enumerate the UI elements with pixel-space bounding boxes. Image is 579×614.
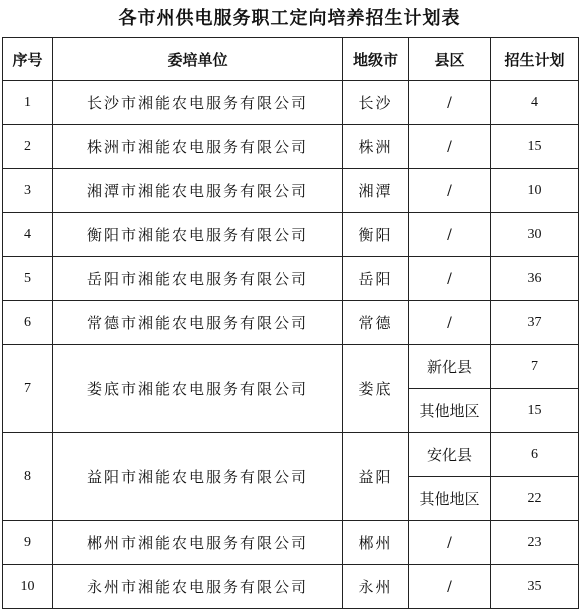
table-row <box>3 521 579 565</box>
row-county: 其他地区 <box>409 477 491 521</box>
row-plan: 23 <box>491 521 579 565</box>
row-county: / <box>409 81 491 125</box>
row-serial: 8 <box>3 433 53 521</box>
document-title: 各市州供电服务职工定向培养招生计划表 <box>118 8 461 29</box>
row-county: / <box>409 565 491 609</box>
table-row <box>3 433 579 477</box>
row-serial: 10 <box>3 565 53 609</box>
row-plan: 6 <box>491 433 579 477</box>
row-unit: 衡阳市湘能农电服务有限公司 <box>53 213 343 257</box>
row-county: / <box>409 521 491 565</box>
row-city: 永州 <box>343 565 409 609</box>
row-city: 娄底 <box>343 345 409 433</box>
row-plan: 15 <box>491 125 579 169</box>
row-plan: 7 <box>491 345 579 389</box>
row-serial: 5 <box>3 257 53 301</box>
row-city: 常德 <box>343 301 409 345</box>
row-plan: 4 <box>491 81 579 125</box>
row-city: 长沙 <box>343 81 409 125</box>
row-county: / <box>409 257 491 301</box>
row-unit: 郴州市湘能农电服务有限公司 <box>53 521 343 565</box>
header-plan: 招生计划 <box>491 38 579 81</box>
table-row <box>3 257 579 301</box>
row-plan: 22 <box>491 477 579 521</box>
row-serial: 2 <box>3 125 53 169</box>
table-row <box>3 565 579 609</box>
enrollment-plan-table <box>2 37 579 609</box>
row-serial: 4 <box>3 213 53 257</box>
header-city: 地级市 <box>343 38 409 81</box>
table-row <box>3 125 579 169</box>
row-city: 湘潭 <box>343 169 409 213</box>
header-county: 县区 <box>409 38 491 81</box>
row-unit: 岳阳市湘能农电服务有限公司 <box>53 257 343 301</box>
table-header-row <box>3 38 579 81</box>
row-city: 株洲 <box>343 125 409 169</box>
row-county: 新化县 <box>409 345 491 389</box>
row-plan: 36 <box>491 257 579 301</box>
row-city: 益阳 <box>343 433 409 521</box>
row-county: 其他地区 <box>409 389 491 433</box>
row-plan: 37 <box>491 301 579 345</box>
row-county: / <box>409 125 491 169</box>
table-row <box>3 213 579 257</box>
table-row <box>3 81 579 125</box>
row-serial: 6 <box>3 301 53 345</box>
row-unit: 益阳市湘能农电服务有限公司 <box>53 433 343 521</box>
row-plan: 30 <box>491 213 579 257</box>
table-row <box>3 169 579 213</box>
table-row <box>3 345 579 389</box>
row-unit: 娄底市湘能农电服务有限公司 <box>53 345 343 433</box>
row-unit: 永州市湘能农电服务有限公司 <box>53 565 343 609</box>
header-unit: 委培单位 <box>53 38 343 81</box>
row-unit: 常德市湘能农电服务有限公司 <box>53 301 343 345</box>
row-serial: 9 <box>3 521 53 565</box>
row-county: / <box>409 169 491 213</box>
row-county: / <box>409 301 491 345</box>
row-county: 安化县 <box>409 433 491 477</box>
row-plan: 35 <box>491 565 579 609</box>
row-unit: 株洲市湘能农电服务有限公司 <box>53 125 343 169</box>
row-city: 衡阳 <box>343 213 409 257</box>
row-city: 岳阳 <box>343 257 409 301</box>
row-unit: 长沙市湘能农电服务有限公司 <box>53 81 343 125</box>
table-row <box>3 301 579 345</box>
row-serial: 3 <box>3 169 53 213</box>
header-serial: 序号 <box>3 38 53 81</box>
row-plan: 15 <box>491 389 579 433</box>
row-county: / <box>409 213 491 257</box>
row-unit: 湘潭市湘能农电服务有限公司 <box>53 169 343 213</box>
row-plan: 10 <box>491 169 579 213</box>
row-serial: 1 <box>3 81 53 125</box>
row-serial: 7 <box>3 345 53 433</box>
row-city: 郴州 <box>343 521 409 565</box>
